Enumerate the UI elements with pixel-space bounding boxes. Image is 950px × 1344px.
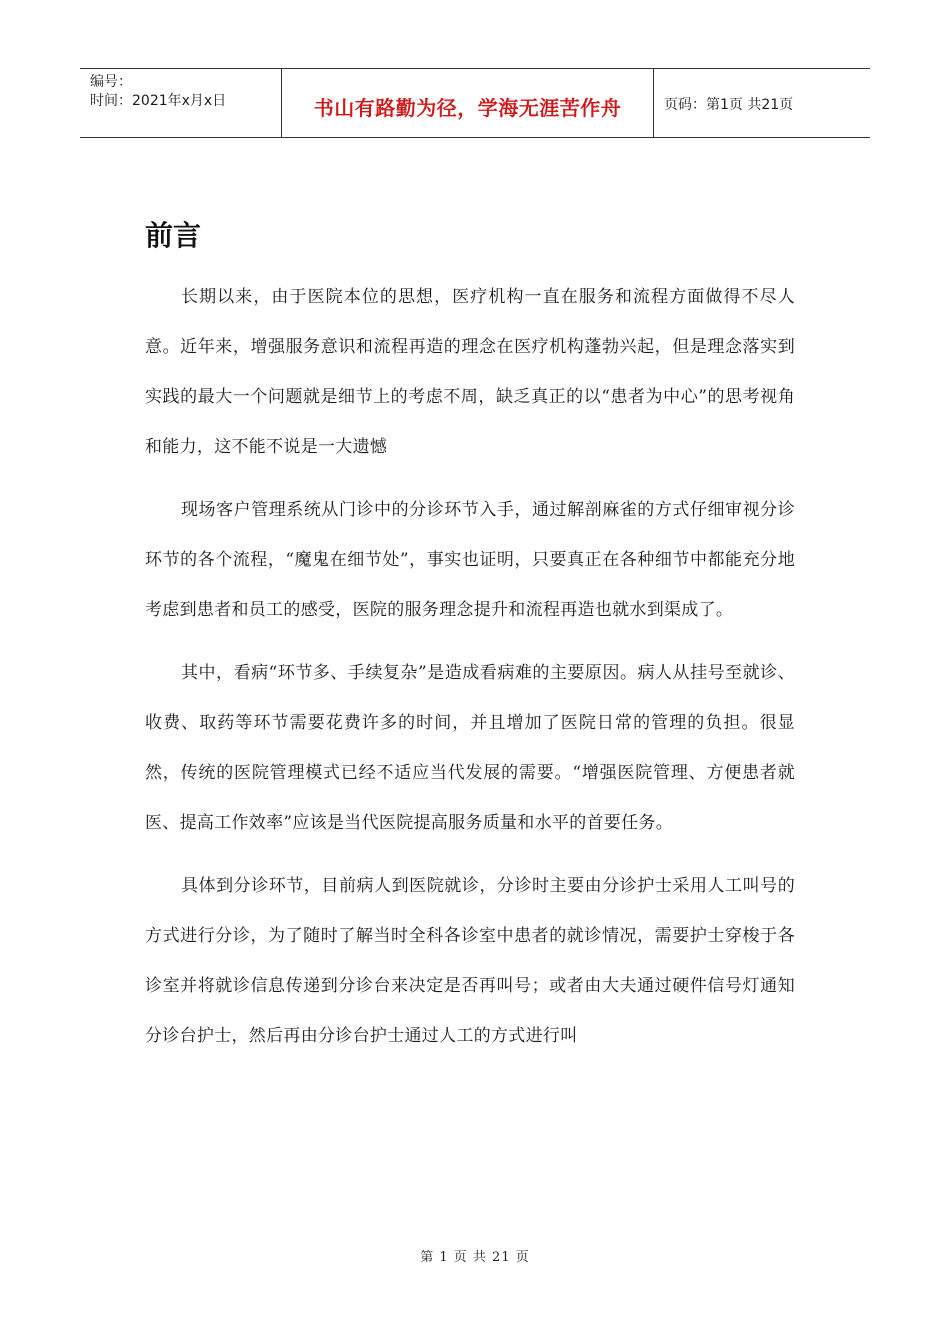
header-meta-cell <box>80 69 282 137</box>
header-page-cell <box>654 69 870 137</box>
header-motto: 书山有路勤为径，学海无涯苦作舟 <box>313 95 622 120</box>
body-paragraph-1: 长期以来，由于医院本位的思想，医疗机构一直在服务和流程方面做得不尽人意。近年来，增强服务意识和流程再造的理念在医疗机构蓬勃兴起，但是理念落实到实践的最大一个问题就是细节上的考虑不周，缺乏真正的以“患者为中心”的思考视角和能力，这不能不说是一大遗憾 <box>145 287 795 457</box>
body-paragraph-2: 现场客户管理系统从门诊中的分诊环节入手，通过解剖麻雀的方式仔细审视分诊环节的各个流程，“魔鬼在细节处”，事实也证明，只要真正在各种细节中都能充分地考虑到患者和员工的感受，医院的服务理念提升和流程再造也就水到渠成了。 <box>145 500 795 620</box>
header-code-label: 编号： <box>90 74 132 90</box>
header-motto-cell <box>282 69 654 137</box>
body-paragraph-3: 其中，看病“环节多、手续复杂”是造成看病难的主要原因。病人从挂号至就诊、收费、取药等环节需要花费许多的时间，并且增加了医院日常的管理的负担。很显然，传统的医院管理模式已经不适应当代发展的需要。“增强医院管理、方便患者就医、提高工作效率”应该是当代医院提高服务质量和水平的首要任务。 <box>145 663 795 833</box>
document-body <box>145 272 795 1074</box>
page-footer: 第 1 页 共 21 页 <box>420 1250 530 1265</box>
header-time-label: 时间：2021年x月x日 <box>90 93 227 109</box>
body-paragraph-4: 具体到分诊环节，目前病人到医院就诊，分诊时主要由分诊护士采用人工叫号的方式进行分诊，为了随时了解当时全科各诊室中患者的就诊情况，需要护士穿梭于各诊室并将就诊信息传递到分诊台来决定是否再叫号；或者由大夫通过硬件信号灯通知分诊台护士，然后再由分诊台护士通过人工的方式进行叫 <box>145 876 795 1046</box>
document-title: 前言 <box>145 219 202 252</box>
header-page-info: 页码：第1页 共21页 <box>664 97 794 113</box>
document-header-table <box>80 68 870 138</box>
